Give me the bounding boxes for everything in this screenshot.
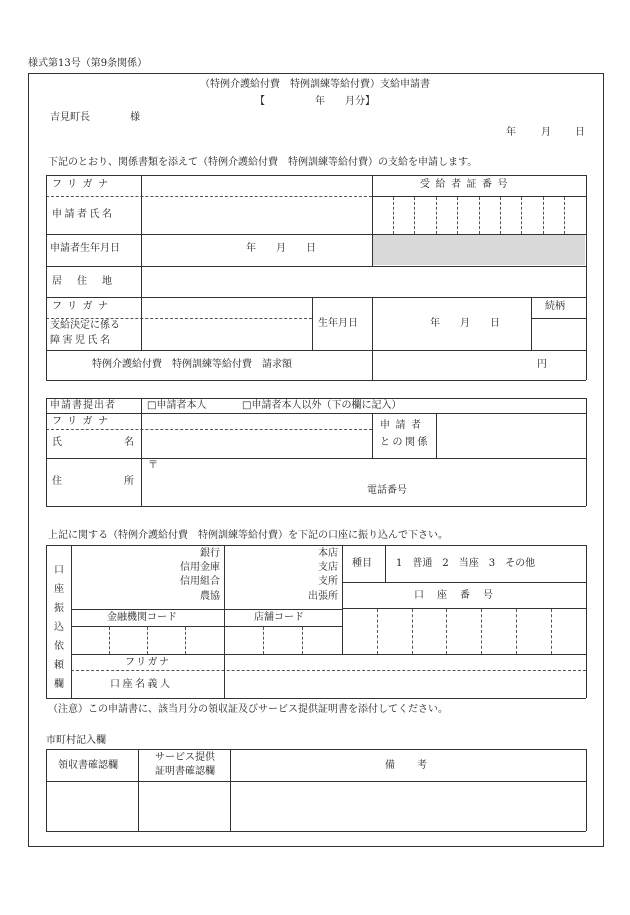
inst-type-shinkin: 信用金庫	[180, 562, 220, 573]
claim-amount-unit: 円	[537, 359, 547, 370]
relationship-label: 続柄	[545, 301, 565, 312]
branch-type-branch: 支店	[318, 562, 338, 573]
receipt-check-label: 領収書確認欄	[58, 760, 118, 771]
date-year: 年	[506, 127, 516, 138]
form-title: （特例介護給付費 特例訓練等給付費）支給申請書	[200, 79, 430, 90]
bank-side-6: 頼	[54, 660, 64, 671]
relation-label-2: との関係	[380, 437, 430, 448]
account-kinds[interactable]: 1 普通 2 当座 3 その他	[396, 558, 536, 569]
account-holder-label: 口座名義人	[110, 679, 173, 690]
bank-side-7: 欄	[54, 679, 64, 690]
intro-text: 下記のとおり、関係書類を添えて（特例介護給付費 特例訓練等給付費）の支給を申請します。	[48, 157, 478, 168]
account-number-label: 口座番号	[414, 590, 506, 601]
date-month: 月	[541, 127, 551, 138]
note-text: （注意）この申請書に、該当月分の領収証及びサービス提供証明書を添付してください。	[48, 704, 448, 715]
relation-label-1: 申請者	[380, 420, 427, 431]
applicant-birth-label: 申請者生年月日	[50, 243, 120, 254]
submitter-furigana-label: フリガナ	[52, 416, 114, 427]
municipal-title: 市町村記入欄	[46, 735, 106, 746]
service-cert-label-2: 証明書確認欄	[155, 766, 215, 777]
bank-side-2: 座	[54, 584, 64, 595]
form-number: 様式第13号（第9条関係）	[28, 58, 148, 69]
child-name-label-1: 支給決定に係る	[50, 320, 120, 331]
applicant-name-label: 申請者氏名	[52, 209, 115, 220]
phone-label: 電話番号	[367, 485, 407, 496]
bank-side-4: 込	[54, 622, 64, 633]
inst-type-bank: 銀行	[200, 548, 220, 559]
residence-label: 居住地	[52, 276, 127, 287]
inst-type-kumiai: 信用組合	[180, 576, 220, 587]
submitter-label: 申請書提出者	[50, 400, 116, 411]
submitter-address-label: 住所	[52, 476, 196, 487]
bank-side-3: 振	[54, 603, 64, 614]
child-furigana-label: フリガナ	[52, 301, 114, 312]
service-cert-label-1: サービス提供	[155, 752, 215, 763]
branch-type-main: 本店	[318, 548, 338, 559]
applicant-birth-value: 年 月 日	[246, 243, 316, 254]
option-other-than-applicant[interactable]: □申請者本人以外（下の欄に記入）	[242, 400, 402, 411]
remarks-label: 備考	[385, 760, 449, 771]
claim-amount-label: 特例介護給付費 特例訓練等給付費 請求額	[92, 359, 292, 370]
inst-type-nokyo: 農協	[200, 591, 220, 602]
institution-code-label: 金融機関コード	[107, 612, 177, 623]
billing-period: 【 年 月分】	[255, 96, 375, 107]
account-kind-label: 種目	[352, 558, 372, 569]
bank-side-5: 依	[54, 641, 64, 652]
option-applicant-self[interactable]: □申請者本人	[147, 400, 207, 411]
branch-code-label: 店舗コード	[254, 612, 304, 623]
recipient-number-label: 受給者証番号	[420, 179, 513, 190]
bank-intro-text: 上記に関する（特例介護給付費 特例訓練等給付費）を下記の口座に振り込んで下さい。	[48, 530, 448, 541]
child-birth-value: 年 月 日	[430, 318, 500, 329]
branch-type-sub: 支所	[318, 576, 338, 587]
child-name-label-2: 障害児氏名	[50, 335, 113, 346]
date-day: 日	[575, 127, 585, 138]
child-birth-label: 生年月日	[318, 318, 358, 329]
applicant-furigana-label: フリガナ	[52, 179, 114, 190]
form-frame	[28, 73, 604, 847]
submitter-name-label: 氏名	[52, 437, 196, 448]
branch-type-office: 出張所	[308, 591, 338, 602]
addressee: 吉見町長 様	[50, 112, 140, 123]
postal-mark: 〒	[148, 460, 158, 471]
holder-furigana-label: フリガナ	[125, 657, 171, 668]
bank-side-1: 口	[54, 565, 64, 576]
